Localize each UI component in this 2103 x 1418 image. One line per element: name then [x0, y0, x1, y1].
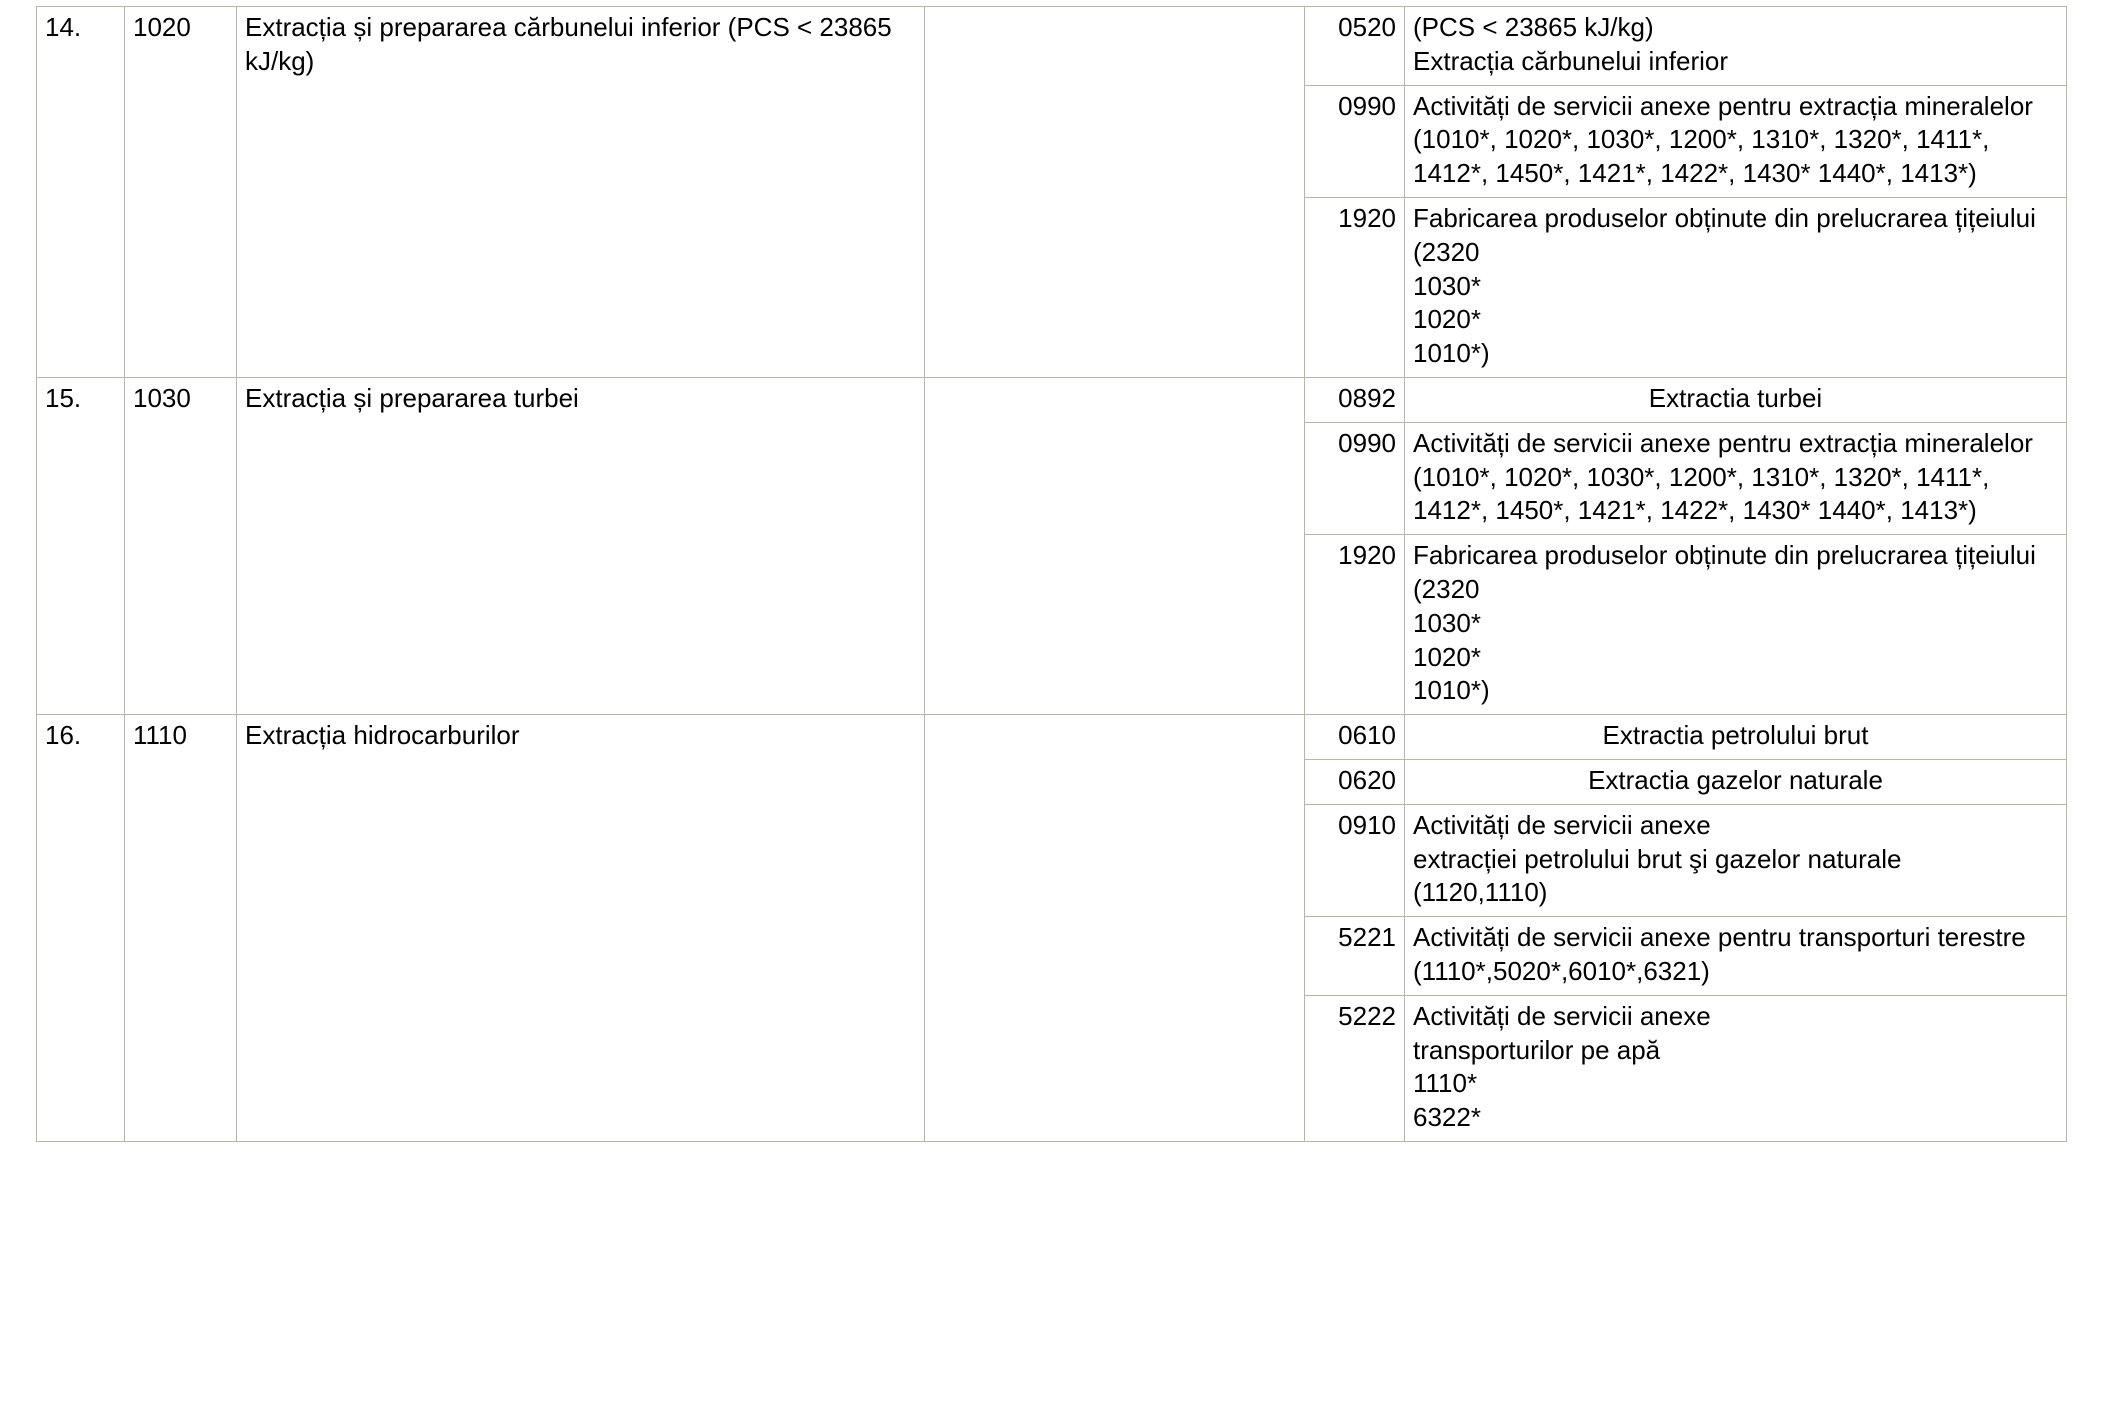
row-number: 16. — [37, 715, 125, 1142]
mapping-code: 1920 — [1305, 197, 1405, 377]
mapping-code: 0910 — [1305, 804, 1405, 916]
row-blank-cell — [925, 715, 1305, 1142]
mapping-code: 5222 — [1305, 995, 1405, 1141]
correspondence-table — [36, 6, 2067, 1142]
mapping-description: Activități de servicii anexe pentru extracția mineralelor (1010*, 1020*, 1030*, 1200*, 1310*, 1320*, 1411*, 1412*, 1450*, 1421*, 1422*, 1430* 1440*, 1413*) — [1405, 85, 2067, 197]
mapping-code: 0990 — [1305, 422, 1405, 534]
mapping-description: Extractia gazelor naturale — [1405, 759, 2067, 804]
mapping-description: Activități de servicii anexe pentru transporturi terestre (1110*,5020*,6010*,6321) — [1405, 917, 2067, 996]
row-code: 1020 — [125, 7, 237, 378]
mapping-code: 0610 — [1305, 715, 1405, 760]
mapping-description: (PCS < 23865 kJ/kg) Extracția cărbunelui inferior — [1405, 7, 2067, 86]
mapping-code: 0990 — [1305, 85, 1405, 197]
table-row — [37, 715, 2067, 760]
mapping-description: Fabricarea produselor obținute din prelucrarea țițeiului (2320 1030* 1020* 1010*) — [1405, 535, 2067, 715]
table-row — [37, 7, 2067, 86]
mapping-code: 0520 — [1305, 7, 1405, 86]
table-row — [37, 377, 2067, 422]
mapping-description: Activități de servicii anexe pentru extracția mineralelor (1010*, 1020*, 1030*, 1200*, 1310*, 1320*, 1411*, 1412*, 1450*, 1421*, 1422*, 1430* 1440*, 1413*) — [1405, 422, 2067, 534]
mapping-description: Extractia petrolului brut — [1405, 715, 2067, 760]
row-description: Extracția și prepararea cărbunelui inferior (PCS < 23865 kJ/kg) — [237, 7, 925, 378]
row-blank-cell — [925, 377, 1305, 714]
row-number: 14. — [37, 7, 125, 378]
mapping-code: 5221 — [1305, 917, 1405, 996]
mapping-description: Fabricarea produselor obținute din prelucrarea țițeiului (2320 1030* 1020* 1010*) — [1405, 197, 2067, 377]
mapping-description: Activități de servicii anexe extracției petrolului brut şi gazelor naturale (1120,1110) — [1405, 804, 2067, 916]
row-code: 1110 — [125, 715, 237, 1142]
mapping-description: Extractia turbei — [1405, 377, 2067, 422]
row-number: 15. — [37, 377, 125, 714]
mapping-description: Activități de servicii anexe transporturilor pe apă 1110* 6322* — [1405, 995, 2067, 1141]
mapping-code: 0892 — [1305, 377, 1405, 422]
mapping-code: 0620 — [1305, 759, 1405, 804]
row-description: Extracția hidrocarburilor — [237, 715, 925, 1142]
row-code: 1030 — [125, 377, 237, 714]
row-blank-cell — [925, 7, 1305, 378]
row-description: Extracția și prepararea turbei — [237, 377, 925, 714]
mapping-code: 1920 — [1305, 535, 1405, 715]
